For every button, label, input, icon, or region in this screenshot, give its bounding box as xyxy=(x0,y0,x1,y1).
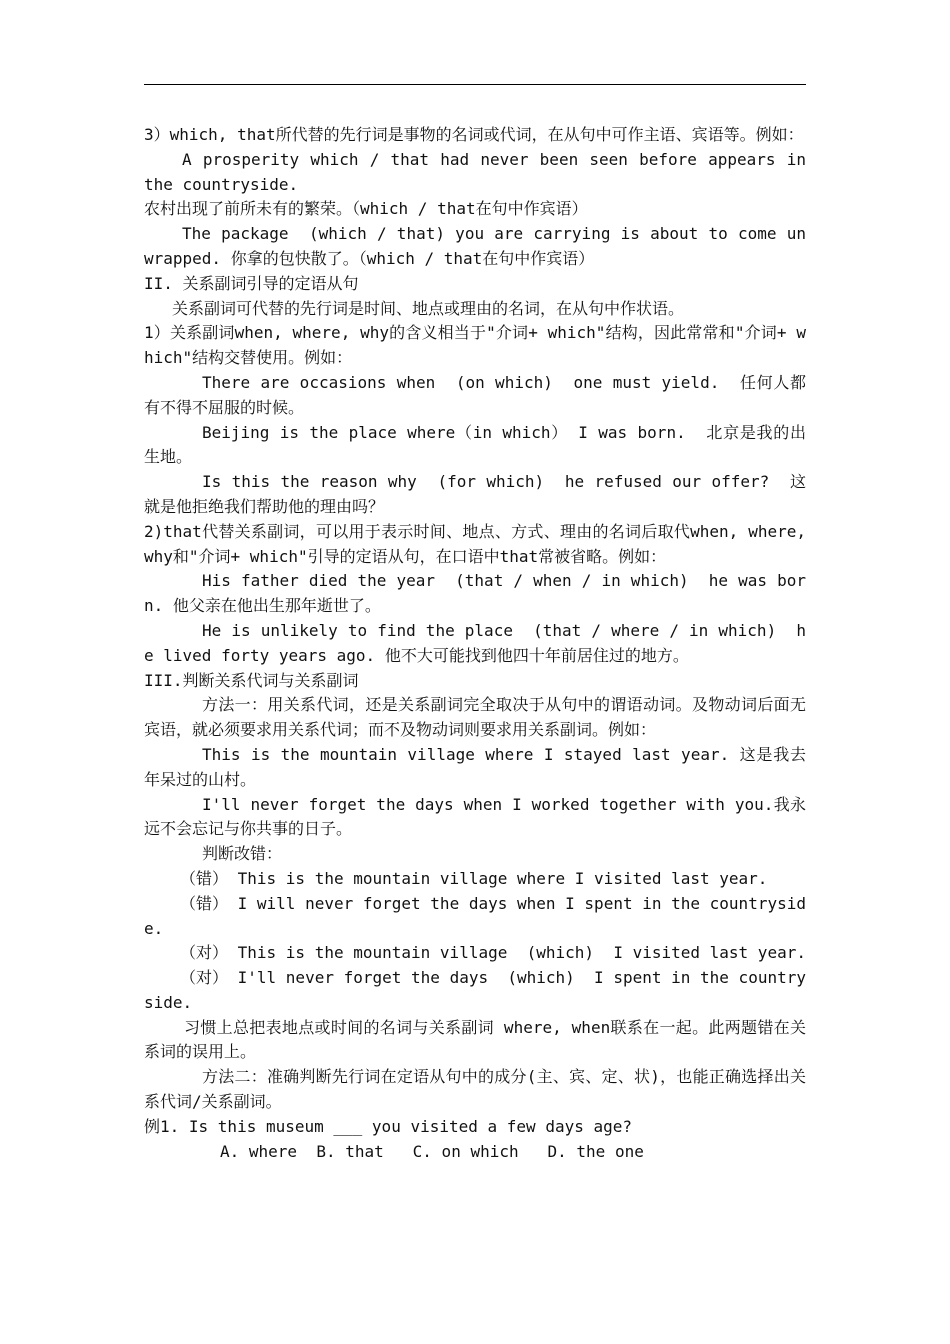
example-sentence: Is this the reason why (for which) he refused our offer? 这就是他拒绝我们帮助他的理由吗？ xyxy=(144,472,806,516)
correction-item: （对） This is the mountain village (which) I visited last year. xyxy=(180,943,806,963)
example-sentence: He is unlikely to find the place (that / where / in which) he lived forty years ago. 他不大可能找到他四十年前居住过的地方。 xyxy=(144,620,806,665)
paragraph: 方法二：准确判断先行词在定语从句中的成分(主、宾、定、状)，也能正确选择出关系代词/关系副词。 xyxy=(144,1067,806,1112)
example-sentence: Beijing is the place where（in which） I was born. 北京是我的出生地。 xyxy=(144,422,806,467)
correction-item: （对） I'll never forget the days (which) I spent in the countryside. xyxy=(144,968,806,1012)
example-sentence: I'll never forget the days when I worked together with you.我永远不会忘记与你共事的日子。 xyxy=(144,794,806,839)
paragraph: 3）which, that所代替的先行词是事物的名词或代词，在从句中可作主语、宾语等。例如： xyxy=(144,125,804,144)
exercise-options: A. where B. that C. on which D. the one xyxy=(220,1141,644,1161)
paragraph: 关系副词可代替的先行词是时间、地点或理由的名词，在从句中作状语。 xyxy=(172,298,685,318)
paragraph: 习惯上总把表地点或时间的名词与关系副词 where, when联系在一起。此两题错在关系词的误用上。 xyxy=(144,1017,806,1062)
paragraph: 2)that代替关系副词，可以用于表示时间、地点、方式、理由的名词后取代when, where, why和"介词+ which"引导的定语从句，在口语中that常被省略。例如： xyxy=(144,521,806,566)
example-sentence: His father died the year (that / when / in which) he was born. 他父亲在他出生那年逝世了。 xyxy=(144,571,806,616)
translation: 农村出现了前所未有的繁荣。（which / that在句中作宾语） xyxy=(144,199,588,219)
correction-item: （错） This is the mountain village where I visited last year. xyxy=(180,868,768,888)
example-sentence: There are occasions when (on which) one must yield. 任何人都有不得不屈服的时候。 xyxy=(144,372,806,417)
example-sentence: This is the mountain village where I stayed last year. 这是我去年呆过的山村。 xyxy=(144,744,806,789)
section-heading: II. 关系副词引导的定语从句 xyxy=(144,273,359,293)
example-sentence: A prosperity which / that had never been seen before appears in the countryside. xyxy=(144,149,806,194)
exercise-question: 例1. Is this museum ___ you visited a few days age? xyxy=(144,1116,633,1136)
paragraph: 方法一：用关系代词，还是关系副词完全取决于从句中的谓语动词。及物动词后面无宾语，就必须要求用关系代词；而不及物动词则要求用关系副词。例如： xyxy=(144,695,806,740)
document-body xyxy=(144,123,806,1164)
paragraph: 1）关系副词when, where, why的含义相当于"介词+ which"结构，因此常常和"介词+ which"结构交替使用。例如： xyxy=(144,323,806,368)
subheading: 判断改错： xyxy=(202,844,283,864)
section-heading: III.判断关系代词与关系副词 xyxy=(144,670,359,690)
correction-item: （错） I will never forget the days when I spent in the countryside. xyxy=(144,893,806,938)
example-sentence: The package (which / that) you are carrying is about to come unwrapped. 你拿的包快散了。（which / that在句中作宾语） xyxy=(144,224,806,268)
header-rule xyxy=(144,84,806,85)
